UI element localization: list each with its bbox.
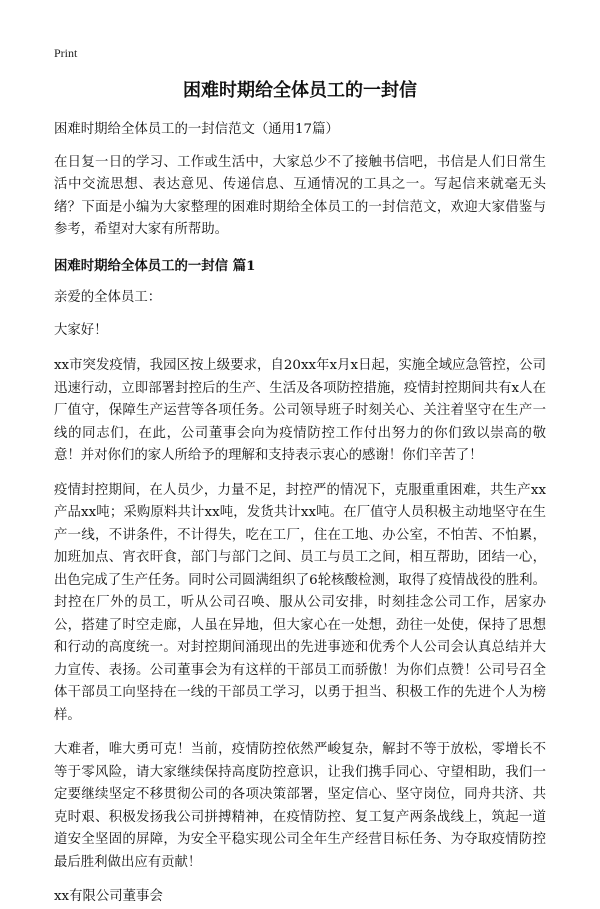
- page-title: 困难时期给全体员工的一封信: [183, 80, 417, 101]
- body-paragraph: xx市突发疫情，我园区按上级要求，自20xx年x月x日起，实施全域应急管控，公司迅速行动，立即部署封控后的生产、生活及各项防控措施，疫情封控期间共有x人在厂值守，保障生产运营等各项任务。公司领导班子时刻关心、关注着坚守在生产一线的同志们，在此，公司董事会向为疫情防控工作付出努力的你们致以崇高的敬意！并对你们的家人所给予的理解和支持表示衷心的感谢！你们辛苦了！: [54, 358, 546, 463]
- body-paragraph: 疫情封控期间，在人员少，力量不足，封控严的情况下，克服重重困难，共生产xx产品xx吨；采购原料共计xx吨，发货共计xx吨。在厂值守人员积极主动地坚守在生产一线，不讲条件，不计得失，吃在工厂，住在工地、办公室，不怕苦、不怕累，加班加点、宵衣旰食，部门与部门之间、员工与员工之间，相互帮助，团结一心，出色完成了生产任务。同时公司圆满组织了6轮核酸检测，取得了疫情战役的胜利。封控在厂外的员工，听从公司召唤、服从公司安排，时刻挂念公司工作，居家办公，搭建了时空走廊，人虽在异地，但大家心在一处想，劲往一处使，保持了思想和行动的高度统一。对封控期间涌现出的先进事迹和优秀个人公司会认真总结并大力宣传、表扬。公司董事会为有这样的干部员工而骄傲！为你们点赞！公司号召全体干部员工向坚持在一线的干部员工学习，以勇于担当、积极工作的先进个人为榜样。: [54, 482, 546, 723]
- body-paragraph: 大难者，唯大勇可克！当前，疫情防控依然严峻复杂，解封不等于放松，零增长不等于零风险，请大家继续保持高度防控意识，让我们携手同心、守望相助，我们一定要继续坚定不移贯彻公司的各项决策部署，坚定信心、坚守岗位，同舟共济、共克时艰、积极发扬我公司拼搏精神，在疫情防控、复工复产两条战线上，筑起一道道安全坚固的屏障，为安全平稳实现公司全年生产经营目标任务、为夺取疫情防控最后胜利做出应有贡献！: [54, 742, 546, 870]
- salutation: 亲爱的全体员工：: [54, 290, 162, 305]
- print-link[interactable]: Print: [54, 46, 78, 60]
- document-body: [54, 119, 546, 909]
- intro-paragraph: 在日复一日的学习、工作或生活中，大家总少不了接触书信吧，书信是人们日常生活中交流思想、表达意见、传递信息、互通情况的工具之一。写起信来就毫无头绪？下面是小编为大家整理的困难时期给全体员工的一封信范文，欢迎大家借鉴与参考，希望对大家有所帮助。: [54, 154, 546, 237]
- greeting: 大家好！: [54, 322, 108, 338]
- document-subtitle: 困难时期给全体员工的一封信范文（通用17篇）: [54, 122, 339, 137]
- signature: xx有限公司董事会: [54, 889, 163, 904]
- section-heading: 困难时期给全体员工的一封信 篇1: [54, 257, 256, 274]
